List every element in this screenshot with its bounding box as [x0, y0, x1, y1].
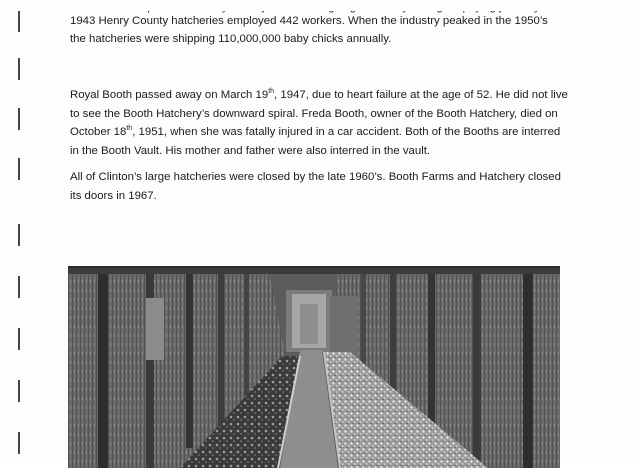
- paragraph-2-text-b: , 1947, due to heart failure at the age of 52. He did not live to see the Booth Hatchery’s downward spiral. Freda Booth, owner of the Booth Hatchery, died on October 18: [70, 89, 568, 139]
- ordinal-suffix: th: [268, 88, 275, 96]
- scan-crop-edge: [0, 0, 640, 11]
- hatchery-photo-image: [68, 268, 560, 468]
- paragraph-1-line-3: the hatcheries were shipping 110,000,000 baby chicks annually.: [70, 33, 392, 45]
- margin-mark: [18, 276, 20, 298]
- paragraph-2-text-c: , 1951, when she was fatally injured in a car accident. Both of the Booths are interred in the Booth Vault. His mother and father were also interred in the vault.: [70, 126, 561, 157]
- margin-mark: [18, 158, 20, 180]
- margin-mark: [18, 432, 20, 454]
- paragraph-1-line-2: 1943 Henry County hatcheries employed 442 workers. When the industry peaked in the 1950’s: [70, 15, 548, 27]
- hatchery-photo: [68, 266, 560, 468]
- margin-mark: [18, 380, 20, 402]
- margin-mark: [18, 10, 20, 32]
- paragraph-2-text-a: Royal Booth passed away on March 19: [70, 89, 269, 101]
- margin-mark: [18, 224, 20, 246]
- paragraph-2: [70, 86, 570, 160]
- paragraph-3: All of Clinton’s large hatcheries were closed by the late 1960’s. Booth Farms and Hatchery closed its doors in 1967.: [70, 171, 561, 202]
- margin-mark: [18, 328, 20, 350]
- ordinal-suffix: th: [126, 125, 133, 133]
- margin-mark: [18, 58, 20, 80]
- margin-mark: [18, 108, 20, 130]
